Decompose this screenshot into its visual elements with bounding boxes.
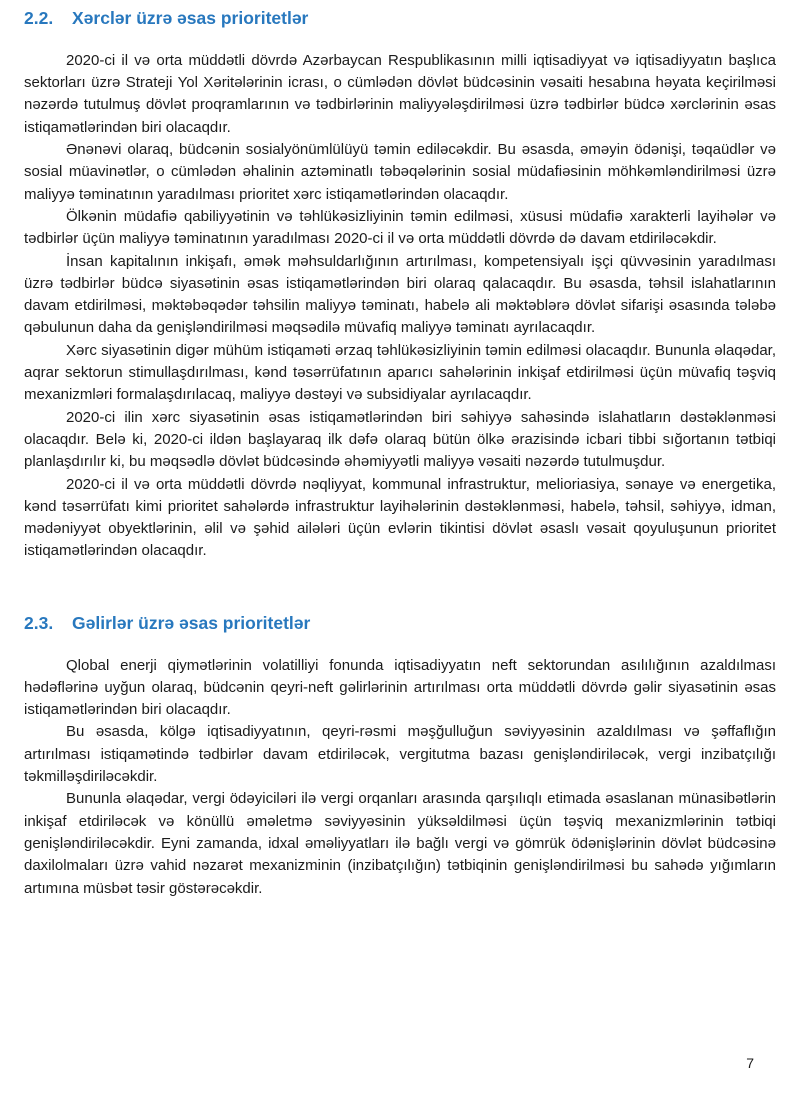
paragraph: Ənənəvi olaraq, büdcənin sosialyönümlülüyü təmin ediləcəkdir. Bu əsasda, əməyin ödənişi, təqaüdlər və sosial müavinətlər, o cümlədən əhalinin aztəminatlı təbəqələrinin sosial müdafiəsinin möhkəmləndirilməsi üzrə maliyyə təminatının yaradılması prioritet xərc istiqamətlərindən olacaqdır. bbox=[24, 141, 776, 203]
section-number: 2.2. bbox=[24, 8, 54, 28]
section-title: Gəlirlər üzrə əsas prioritetlər bbox=[72, 612, 311, 633]
paragraph: İnsan kapitalının inkişafı, əmək məhsuldarlığının artırılması, kompetensiyalı işçi qüvvəsinin yaradılması üzrə tədbirlər büdcə siyasətinin əsas istiqamətlərindən biri olaraq qalacaqdır. Bu əsasda, təhsil islahatlarının davam etdirilməsi, məktəbəqədər təhsilin maliyyə təminatı, habelə ali məktəblərə dövlət sifarişi əsasında tələbə qəbulunun daha da genişləndirilməsi məqsədilə müvafiq maliyyə təminatı ayrılacaqdır. bbox=[24, 252, 776, 337]
paragraph: Bu əsasda, kölgə iqtisadiyyatının, qeyri-rəsmi məşğulluğun səviyyəsinin azaldılması və şəffaflığın artırılması istiqamətində tədbirlər davam etdiriləcək, vergitutma bazası genişləndiriləcək, vergi inzibatçılığı təkmilləşdiriləcəkdir. bbox=[24, 723, 776, 786]
paragraph: 2020-ci ilin xərc siyasətinin əsas istiqamətlərindən biri səhiyyə sahəsində islahatların dəstəklənməsi olacaqdır. Belə ki, 2020-ci ildən başlayaraq ilk dəfə olaraq bütün ölkə ərazisində icbari tibbi sığortanın tətbiqi planlaşdırılır ki, bu məqsədlə dövlət büdcəsində əhəmiyyətli maliyyə vəsaiti nəzərdə tutulmuşdur. bbox=[24, 408, 776, 471]
paragraph: 2020-ci il və orta müddətli dövrdə Azərbaycan Respublikasının milli iqtisadiyyat və iqtisadiyyatın başlıca sektorları üzrə Strateji Yol Xəritələrinin icrası, o cümlədən dövlət büdcəsinin vəsaiti hesabına həyata keçirilməsi nəzərdə tutulmuş dövlət proqramlarının və tədbirlərinin maliyyələşdirilməsi üzrə tədbirlər büdcə xərclərinin əsas istiqamətlərindən biri olacaqdır. bbox=[24, 51, 776, 136]
paragraph: 2020-ci il və orta müddətli dövrdə nəqliyyat, kommunal infrastruktur, melioriasiya, sənaye və energetika, kənd təsərrüfatı kimi prioritet sahələrdə infrastruktur layihələrinin dəstəklənməsi, habelə, təhsil, səhiyyə, idman, mədəniyyət obyektlərinin, əlil və şəhid ailələri üçün evlərin tikintisi dövlət əsaslı vəsait qoyuluşunun prioritet istiqamətlərindən olacaqdır. bbox=[24, 475, 776, 560]
paragraph: Qlobal enerji qiymətlərinin volatilliyi fonunda iqtisadiyyatın neft sektorundan asılılığının azaldılması hədəflərinə uyğun olaraq, büdcənin qeyri-neft gəlirlərinin artırılması orta müddətli dövrdə gəlir siyasətinin əsas istiqamətlərindən biri olacaqdır. bbox=[24, 656, 776, 719]
section-heading-2-2 bbox=[24, 8, 776, 30]
page-number: 7 bbox=[746, 1055, 754, 1071]
section-number: 2.3. bbox=[24, 612, 54, 633]
section-title: Xərclər üzrə əsas prioritetlər bbox=[72, 8, 309, 28]
paragraph: Xərc siyasətinin digər mühüm istiqaməti ərzaq təhlükəsizliyinin təmin edilməsi olacaqdır. Bununla əlaqədar, aqrar sektorun stimullaşdırılması, kənd təsərrüfatının aparıcı sahələrinin inkişaf etdirilməsi üçün müvafiq təşviq mexanizmləri formalaşdırılacaq, maliyyə dəstəyi və subsidiyalar ayrılacaqdır. bbox=[24, 341, 776, 404]
section-heading-2-3 bbox=[24, 613, 776, 635]
paragraph: Ölkənin müdafiə qabiliyyətinin və təhlükəsizliyinin təmin edilməsi, xüsusi müdafiə xarakterli layihələr və tədbirlər üçün maliyyə təminatının yaradılması 2020-ci il və orta müddətli dövrdə də davam etdiriləcəkdir. bbox=[24, 207, 776, 248]
paragraph: Bununla əlaqədar, vergi ödəyiciləri ilə vergi orqanları arasında qarşılıqlı etimada əsaslanan münasibətlərin inkişaf etdiriləcək və könüllü əməletmə səviyyəsinin yüksəldilməsi üçün təşviq mexanizmlərinin tətbiqi genişləndiriləcəkdir. Eyni zamanda, idxal əməliyyatları ilə bağlı vergi və gömrük ödənişlərinin dövlət büdcəsinə daxilolmaları üzrə vahid nəzarət mexanizminin (inzibatçılığın) tətbiqinin genişləndirilməsi bu sahədə yığımların artımına müsbət təsir göstərəcəkdir. bbox=[24, 790, 776, 897]
